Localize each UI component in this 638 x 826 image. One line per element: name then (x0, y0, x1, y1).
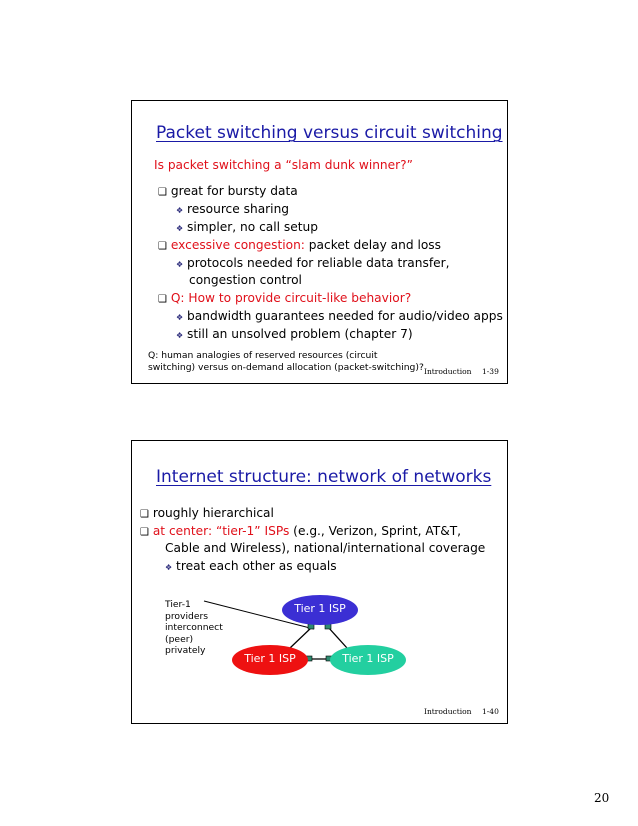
square-bullet-icon: ❑ (158, 187, 167, 198)
sub-bullet-item: ❖ protocols needed for reliable data transfer, (176, 256, 450, 270)
isp-peering-diagram (132, 441, 507, 723)
peering-link-right (328, 627, 347, 648)
footer-page: 1-40 (482, 707, 499, 716)
slide-subtitle: Is packet switching a “slam dunk winner?” (154, 158, 413, 172)
question-note: Q: human analogies of reserved resources (circuit switching) versus on-demand allocation (packet-switching)? (148, 350, 424, 373)
bullet-item: ❑ great for bursty data (158, 184, 298, 198)
diamond-bullet-icon: ❖ (176, 260, 184, 269)
sub-bullet-item: ❖ treat each other as equals (165, 559, 337, 573)
peering-link-left (290, 627, 312, 648)
footer-label: Introduction (424, 367, 472, 376)
bullet-item: ❑ at center: “tier-1” ISPs (e.g., Verizon, Sprint, AT&T, (140, 524, 462, 538)
sub-bullet-item: ❖ still an unsolved problem (chapter 7) (176, 327, 413, 341)
square-bullet-icon: ❑ (140, 527, 149, 538)
slide-title: Packet switching versus circuit switching (156, 123, 503, 143)
sub-bullet-item: ❖ resource sharing (176, 202, 290, 216)
diamond-bullet-icon: ❖ (176, 206, 184, 215)
diamond-bullet-icon: ❖ (176, 331, 184, 340)
bullet-item: ❑ Q: How to provide circuit-like behavior? (158, 291, 412, 305)
sub-bullet-item: ❖ bandwidth guarantees needed for audio/video apps (176, 309, 503, 323)
slide-title: Internet structure: network of networks (156, 467, 492, 487)
peering-annotation: Tier-1 providers interconnect (peer) privately (165, 599, 223, 656)
slide-packet-vs-circuit (131, 100, 508, 384)
bullet-item: ❑ excessive congestion: packet delay and loss (158, 238, 441, 252)
bullet-continuation: Cable and Wireless), national/international coverage (165, 541, 486, 555)
tier1-isp-right: Tier 1 ISP (330, 645, 406, 675)
slide-internet-structure (131, 440, 508, 724)
diamond-bullet-icon: ❖ (165, 563, 173, 572)
footer-label: Introduction (424, 707, 472, 716)
square-bullet-icon: ❑ (140, 509, 149, 520)
tier1-isp-top: Tier 1 ISP (282, 595, 358, 625)
footer-page: 1-39 (482, 367, 499, 376)
tier1-isp-left: Tier 1 ISP (232, 645, 308, 675)
page-number: 20 (594, 791, 610, 805)
diamond-bullet-icon: ❖ (176, 313, 184, 322)
sub-bullet-item: ❖ simpler, no call setup (176, 220, 318, 234)
bullet-item: ❑ roughly hierarchical (140, 506, 274, 520)
sub-bullet-continuation: congestion control (189, 273, 302, 287)
square-bullet-icon: ❑ (158, 294, 167, 305)
diamond-bullet-icon: ❖ (176, 224, 184, 233)
square-bullet-icon: ❑ (158, 241, 167, 252)
